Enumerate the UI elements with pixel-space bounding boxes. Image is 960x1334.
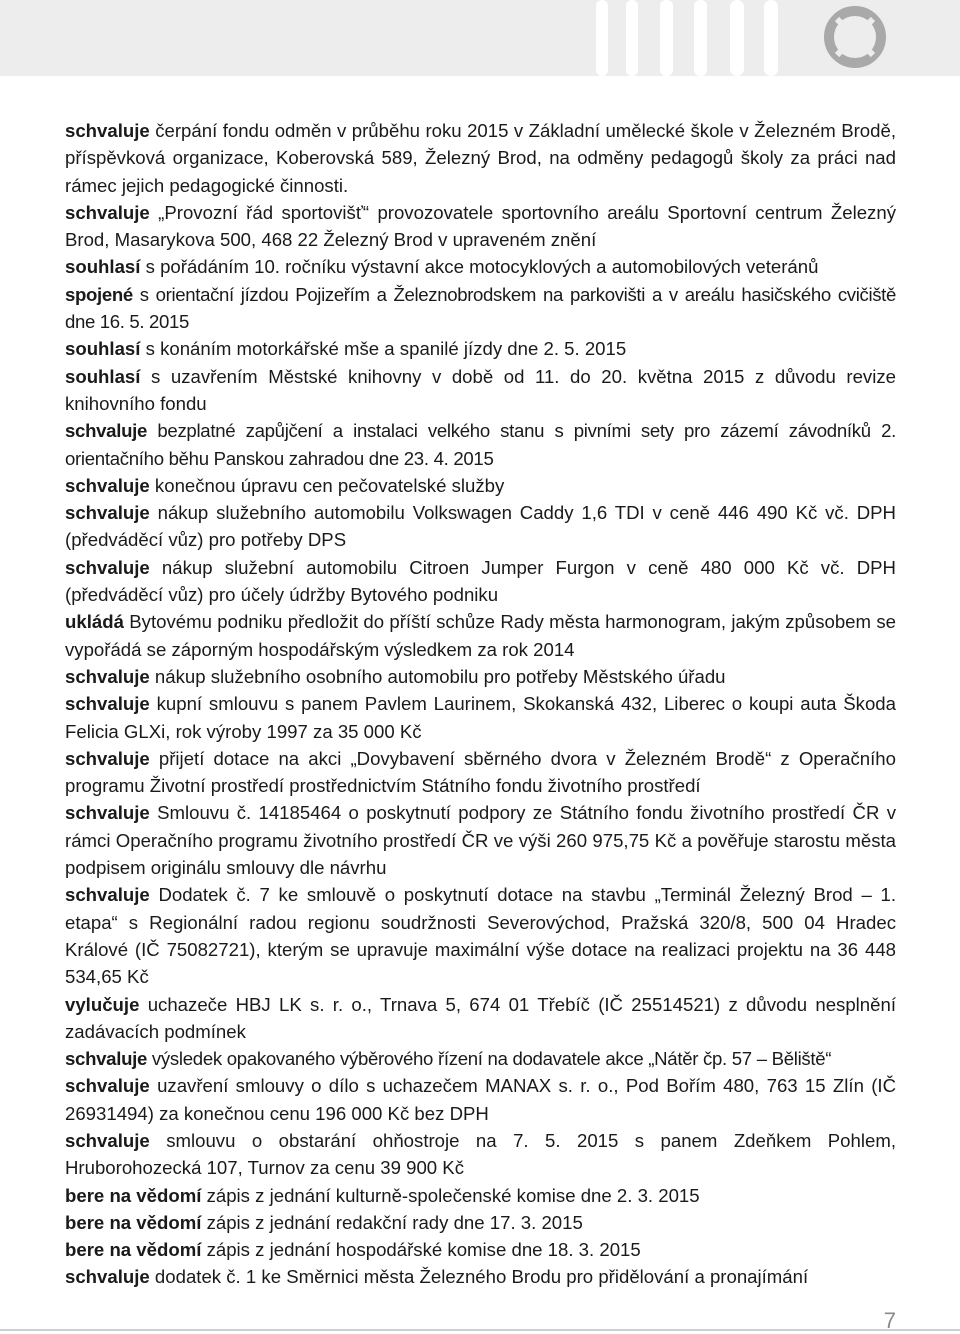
resolution-text: Bytovému podniku předložit do příští schůze Rady města harmonogram, jakým způsobem se vypořádá se záporným hospodářským výsledkem za rok 2014	[65, 611, 896, 660]
resolution-text: zápis z jednání redakční rady dne 17. 3. 2015	[201, 1211, 583, 1233]
resolution-text: smlouvu o obstarání ohňostroje na 7. 5. 2015 s panem Zdeňkem Pohlem, Hruborohozecká 107, Turnov za cenu 39 900 Kč	[65, 1129, 896, 1179]
resolution-text: Smlouvu č. 14185464 o poskytnutí podpory ze Státního fondu životního prostředí ČR v rámci Operačního programu životního prostředí ČR ve výši 260 975,75 Kč a pověřuje starostu města podpisem originálu smlouvy dle návrhu	[65, 802, 896, 879]
resolution-item	[65, 281, 896, 336]
resolution-verb: schvaluje	[65, 665, 150, 687]
resolution-verb: souhlasí	[65, 338, 141, 360]
resolution-verb: schvaluje	[65, 120, 150, 141]
resolution-verb: schvaluje	[65, 474, 150, 496]
resolution-item	[65, 1127, 896, 1182]
resolution-verb: souhlasí	[65, 365, 141, 387]
header-band	[0, 0, 960, 76]
resolution-verb: bere na vědomí	[65, 1239, 202, 1261]
resolution-item	[65, 554, 896, 609]
resolution-item	[65, 363, 896, 418]
resolution-item	[65, 608, 896, 663]
resolution-text: zápis z jednání kulturně-společenské komise dne 2. 3. 2015	[201, 1184, 700, 1206]
resolution-item	[65, 1045, 896, 1072]
resolution-text: bezplatné zapůjčení a instalaci velkého stanu s pivními sety pro zázemí závodníků 2. orientačního běhu Panskou zahradou dne 23. 4. 2015	[65, 420, 896, 469]
resolution-verb: bere na vědomí	[65, 1211, 202, 1233]
resolution-verb: schvaluje	[65, 502, 150, 524]
resolution-item	[65, 417, 896, 472]
resolution-text: čerpání fondu odměn v průběhu roku 2015 v Základní umělecké škole v Železném Brodě, příspěvková organizace, Koberovská 589, Železný Brod, na odměny pedagogů školy za práci nad rámec jejich pedagogické činnosti.	[65, 120, 896, 196]
resolution-item	[65, 1209, 896, 1236]
resolution-verb: spojené	[65, 283, 133, 305]
resolution-item	[65, 1182, 896, 1209]
resolution-text: nákup služební automobilu Citroen Jumper Furgon v ceně 480 000 Kč vč. DPH (předváděcí vůz) pro účely údržby Bytového podniku	[65, 556, 896, 606]
resolution-item	[65, 117, 896, 199]
resolution-text: zápis z jednání hospodářské komise dne 18. 3. 2015	[201, 1239, 641, 1261]
lifebuoy-icon	[812, 6, 898, 68]
resolution-verb: schvaluje	[65, 1075, 150, 1097]
resolution-text: dodatek č. 1 ke Směrnici města Železného Brodu pro přidělování a pronajímání	[149, 1266, 809, 1288]
resolution-text: nákup služebního automobilu Volkswagen Caddy 1,6 TDI v ceně 446 490 Kč vč. DPH (předváděcí vůz) pro potřeby DPS	[65, 502, 896, 551]
resolution-verb: schvaluje	[65, 556, 150, 578]
resolution-item	[65, 991, 896, 1046]
resolution-text: s uzavřením Městské knihovny v době od 11. do 20. května 2015 z důvodu revize knihovního fondu	[65, 365, 896, 414]
resolution-verb: schvaluje	[65, 693, 150, 715]
resolution-verb: bere na vědomí	[65, 1184, 202, 1206]
resolution-verb: schvaluje	[65, 201, 150, 223]
resolution-item	[65, 663, 896, 690]
resolution-text: s pořádáním 10. ročníku výstavní akce motocyklových a automobilových veteránů	[140, 256, 819, 278]
resolution-item	[65, 1072, 896, 1127]
resolution-item	[65, 253, 896, 280]
resolution-verb: souhlasí	[65, 256, 141, 278]
resolution-item	[65, 799, 896, 881]
resolution-item	[65, 199, 896, 254]
resolution-item	[65, 881, 896, 990]
resolution-verb: schvaluje	[65, 1266, 150, 1288]
resolution-item	[65, 745, 896, 800]
resolution-verb: schvaluje	[65, 884, 150, 906]
resolution-text: „Provozní řád sportovišť“ provozovatele sportovního areálu Sportovní centrum Železný Brod, Masarykova 500, 468 22 Železný Brod v upraveném znění	[65, 201, 896, 251]
resolution-item	[65, 335, 896, 362]
resolution-text: nákup služebního osobního automobilu pro potřeby Městského úřadu	[149, 665, 726, 687]
resolution-verb: schvaluje	[65, 1048, 148, 1070]
resolutions-text	[65, 117, 896, 1291]
resolution-text: Dodatek č. 7 ke smlouvě o poskytnutí dotace na stavbu „Terminál Železný Brod – 1. etapa“ s Regionální radou regionu soudržnosti Severovýchod, Pražská 320/8, 500 04 Hradec Králové (IČ 75082721), kterým se upravuje maximální výše dotace na realizaci projektu na 36 448 534,65 Kč	[65, 884, 896, 988]
resolution-text: uzavření smlouvy o dílo s uchazečem MANAX s. r. o., Pod Bořím 480, 763 15 Zlín (IČ 26931494) za konečnou cenu 196 000 Kč bez DPH	[65, 1075, 896, 1124]
resolution-verb: schvaluje	[65, 802, 150, 824]
resolution-text: přijetí dotace na akci „Dovybavení sběrného dvora v Železném Brodě“ z Operačního programu Životní prostředí prostřednictvím Státního fondu životního prostředí	[65, 747, 896, 797]
resolution-verb: ukládá	[65, 611, 124, 633]
resolution-item	[65, 1263, 896, 1290]
resolution-item	[65, 1236, 896, 1263]
resolution-text: uchazeče HBJ LK s. r. o., Trnava 5, 674 01 Třebíč (IČ 25514521) z důvodu nesplnění zadávacích podmínek	[65, 993, 896, 1042]
resolution-text: s konáním motorkářské mše a spanilé jízdy dne 2. 5. 2015	[140, 338, 627, 360]
resolution-text: s orientační jízdou Pojizeřím a Železnobrodskem na parkovišti a v areálu hasičského cvičiště dne 16. 5. 2015	[65, 283, 896, 333]
resolution-text: výsledek opakovaného výběrového řízení na dodavatele akce „Nátěr čp. 57 – Běliště“	[147, 1048, 832, 1070]
resolution-text: konečnou úpravu cen pečovatelské služby	[149, 474, 505, 496]
resolution-item	[65, 690, 896, 745]
resolution-verb: schvaluje	[65, 747, 150, 769]
resolution-item	[65, 499, 896, 554]
resolution-text: kupní smlouvu s panem Pavlem Laurinem, Skokanská 432, Liberec o koupi auta Škoda Felicia GLXi, rok výroby 1997 za 35 000 Kč	[65, 693, 896, 742]
resolution-verb: schvaluje	[65, 1129, 150, 1151]
resolution-verb: schvaluje	[65, 420, 148, 442]
page-number: 7	[883, 1308, 896, 1333]
resolution-item	[65, 472, 896, 499]
resolution-verb: vylučuje	[65, 993, 140, 1015]
